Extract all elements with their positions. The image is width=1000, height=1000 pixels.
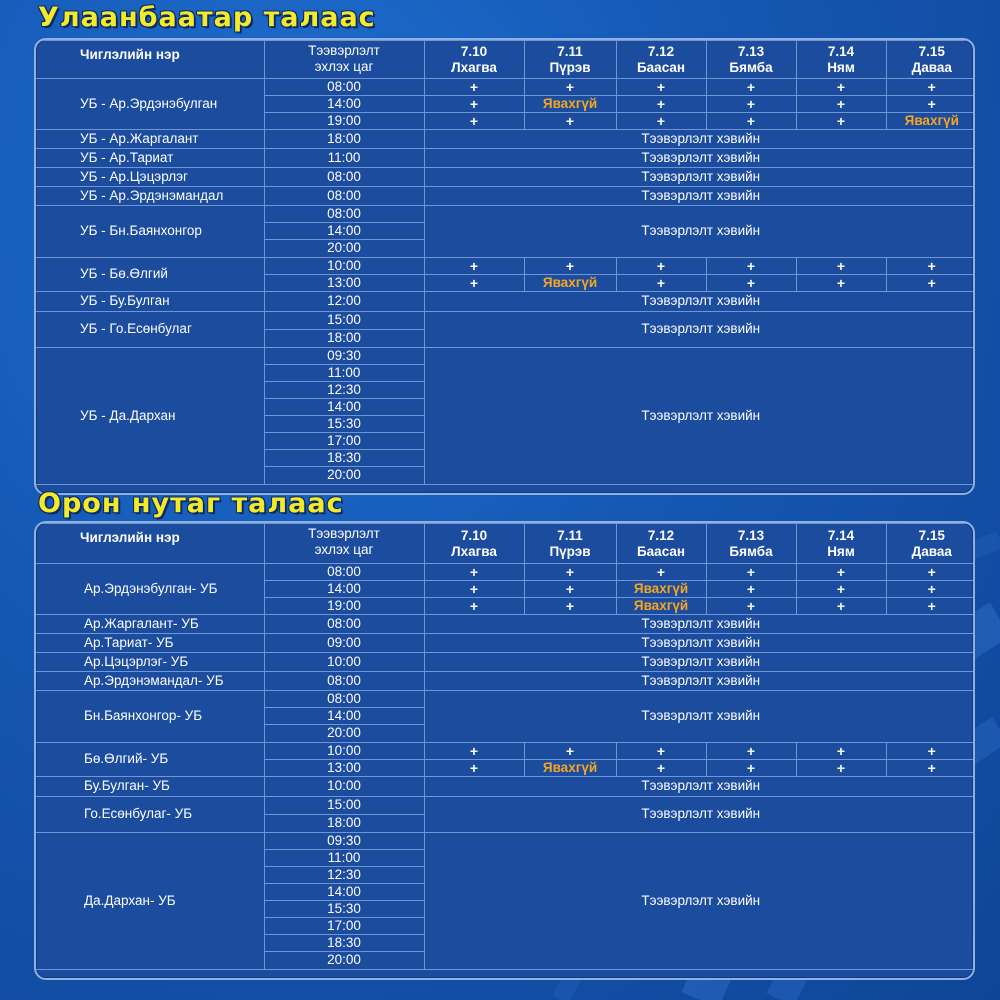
status-scheduled: + xyxy=(706,581,796,598)
route-name: Бн.Баянхонгор- УБ xyxy=(36,691,264,742)
route-name: УБ - Го.Есөнбулаг xyxy=(36,311,264,347)
departure-time: 13:00 xyxy=(264,759,424,776)
status-cancelled: Явахгүй xyxy=(524,274,616,291)
status-scheduled: + xyxy=(424,79,524,96)
section-title-from-ub: Улаанбаатар талаас xyxy=(38,2,376,33)
status-normal: Тээвэрлэлт хэвийн xyxy=(424,347,975,484)
departure-time: 08:00 xyxy=(264,672,424,691)
status-normal: Тээвэрлэлт хэвийн xyxy=(424,776,975,796)
table-row xyxy=(36,742,975,759)
departure-time: 19:00 xyxy=(264,598,424,615)
status-scheduled: + xyxy=(524,113,616,130)
status-normal: Тээвэрлэлт хэвийн xyxy=(424,130,975,149)
status-scheduled: + xyxy=(796,79,886,96)
status-scheduled: + xyxy=(616,759,706,776)
route-name: УБ - Бө.Өлгий xyxy=(36,257,264,291)
table-row xyxy=(36,776,975,796)
header-start-time-line1: Тээвэрлэлт xyxy=(308,526,380,541)
header-day-name: Пүрэв xyxy=(549,543,591,559)
header-day-date: 7.13 xyxy=(737,527,765,543)
departure-time: 08:00 xyxy=(264,691,424,708)
header-day xyxy=(886,524,975,564)
status-scheduled: + xyxy=(886,274,975,291)
status-scheduled: + xyxy=(424,759,524,776)
table-row xyxy=(36,149,975,168)
departure-time: 08:00 xyxy=(264,206,424,223)
route-name: Го.Есөнбулаг- УБ xyxy=(36,796,264,832)
status-scheduled: + xyxy=(424,564,524,581)
status-scheduled: + xyxy=(706,113,796,130)
status-scheduled: + xyxy=(706,598,796,615)
table-row xyxy=(36,311,975,329)
status-normal: Тээвэрлэлт хэвийн xyxy=(424,149,975,168)
departure-time: 08:00 xyxy=(264,168,424,187)
status-scheduled: + xyxy=(424,96,524,113)
header-day-name: Даваа xyxy=(911,59,952,75)
departure-time: 20:00 xyxy=(264,952,424,969)
departure-time: 14:00 xyxy=(264,884,424,901)
route-name: УБ - Ар.Эрдэнэмандал xyxy=(36,187,264,206)
departure-time: 12:00 xyxy=(264,291,424,311)
route-name: Да.Дархан- УБ xyxy=(36,832,264,969)
header-row xyxy=(36,524,975,564)
status-scheduled: + xyxy=(616,79,706,96)
header-day-date: 7.14 xyxy=(827,527,855,543)
header-day xyxy=(886,41,975,79)
header-day-name: Лхагва xyxy=(451,59,497,75)
header-day-date: 7.11 xyxy=(557,43,583,59)
schedule-table-from-ub xyxy=(36,40,975,485)
header-day xyxy=(616,524,706,564)
status-cancelled: Явахгүй xyxy=(616,581,706,598)
departure-time: 17:00 xyxy=(264,918,424,935)
header-day-date: 7.12 xyxy=(647,43,675,59)
table-row xyxy=(36,79,975,96)
status-scheduled: + xyxy=(886,564,975,581)
table-row xyxy=(36,691,975,708)
status-scheduled: + xyxy=(524,257,616,274)
status-normal: Тээвэрлэлт хэвийн xyxy=(424,311,975,347)
table-row xyxy=(36,796,975,814)
route-name: Ар.Тариат- УБ xyxy=(36,634,264,653)
header-day xyxy=(424,524,524,564)
section-title-from-provinces: Орон нутаг талаас xyxy=(38,488,344,519)
status-cancelled: Явахгүй xyxy=(524,96,616,113)
status-scheduled: + xyxy=(524,564,616,581)
header-day-date: 7.15 xyxy=(918,527,945,543)
route-name: УБ - Бу.Булган xyxy=(36,291,264,311)
departure-time: 11:00 xyxy=(264,149,424,168)
header-route-name: Чиглэлийн нэр xyxy=(36,524,264,564)
header-day-date: 7.10 xyxy=(460,43,488,59)
status-scheduled: + xyxy=(796,113,886,130)
route-name: Ар.Жаргалант- УБ xyxy=(36,615,264,634)
status-normal: Тээвэрлэлт хэвийн xyxy=(424,672,975,691)
route-name: УБ - Ар.Эрдэнэбулган xyxy=(36,79,264,130)
header-day-name: Баасан xyxy=(636,59,686,75)
status-scheduled: + xyxy=(886,581,975,598)
status-scheduled: + xyxy=(616,113,706,130)
status-scheduled: + xyxy=(796,96,886,113)
departure-time: 14:00 xyxy=(264,581,424,598)
table-row xyxy=(36,615,975,634)
header-start-time-line2: эхлэх цаг xyxy=(314,59,374,74)
header-day-name: Бямба xyxy=(729,59,773,75)
status-scheduled: + xyxy=(616,274,706,291)
table-row xyxy=(36,634,975,653)
header-day xyxy=(524,524,616,564)
status-normal: Тээвэрлэлт хэвийн xyxy=(424,796,975,832)
route-name: УБ - Ар.Жаргалант xyxy=(36,130,264,149)
departure-time: 10:00 xyxy=(264,653,424,672)
departure-time: 19:00 xyxy=(264,113,424,130)
header-day xyxy=(524,41,616,79)
status-normal: Тээвэрлэлт хэвийн xyxy=(424,168,975,187)
status-normal: Тээвэрлэлт хэвийн xyxy=(424,832,975,969)
departure-time: 08:00 xyxy=(264,615,424,634)
departure-time: 10:00 xyxy=(264,776,424,796)
schedule-table-from-provinces xyxy=(36,523,975,970)
header-day-name: Лхагва xyxy=(451,543,497,559)
departure-time: 14:00 xyxy=(264,223,424,240)
status-normal: Тээвэрлэлт хэвийн xyxy=(424,691,975,742)
departure-time: 09:30 xyxy=(264,832,424,849)
header-day xyxy=(616,41,706,79)
status-scheduled: + xyxy=(796,257,886,274)
status-scheduled: + xyxy=(424,581,524,598)
status-cancelled: Явахгүй xyxy=(886,113,975,130)
status-scheduled: + xyxy=(424,742,524,759)
status-cancelled: Явахгүй xyxy=(524,759,616,776)
header-day-date: 7.12 xyxy=(647,527,675,543)
table-row xyxy=(36,291,975,311)
status-scheduled: + xyxy=(706,274,796,291)
departure-time: 15:30 xyxy=(264,901,424,918)
table-row xyxy=(36,347,975,364)
status-scheduled: + xyxy=(524,581,616,598)
departure-time: 10:00 xyxy=(264,257,424,274)
header-day-name: Ням xyxy=(827,59,855,75)
header-day-name: Бямба xyxy=(729,543,773,559)
status-scheduled: + xyxy=(616,96,706,113)
status-scheduled: + xyxy=(796,742,886,759)
status-normal: Тээвэрлэлт хэвийн xyxy=(424,291,975,311)
status-scheduled: + xyxy=(424,257,524,274)
departure-time: 20:00 xyxy=(264,467,424,484)
departure-time: 20:00 xyxy=(264,725,424,742)
departure-time: 09:30 xyxy=(264,347,424,364)
departure-time: 18:00 xyxy=(264,329,424,347)
status-scheduled: + xyxy=(886,759,975,776)
departure-time: 15:00 xyxy=(264,311,424,329)
header-day xyxy=(796,524,886,564)
table-row xyxy=(36,187,975,206)
departure-time: 09:00 xyxy=(264,634,424,653)
status-scheduled: + xyxy=(886,257,975,274)
route-name: Бө.Өлгий- УБ xyxy=(36,742,264,776)
status-scheduled: + xyxy=(886,79,975,96)
route-name: Бу.Булган- УБ xyxy=(36,776,264,796)
status-scheduled: + xyxy=(616,742,706,759)
header-day xyxy=(796,41,886,79)
departure-time: 18:30 xyxy=(264,450,424,467)
header-start-time-line2: эхлэх цаг xyxy=(314,542,374,557)
departure-time: 11:00 xyxy=(264,364,424,381)
departure-time: 15:00 xyxy=(264,796,424,814)
header-day-name: Даваа xyxy=(911,543,952,559)
status-scheduled: + xyxy=(524,742,616,759)
departure-time: 14:00 xyxy=(264,399,424,416)
schedule-panel-from-ub xyxy=(34,38,975,495)
departure-time: 08:00 xyxy=(264,564,424,581)
header-day-date: 7.11 xyxy=(557,527,583,543)
departure-time: 14:00 xyxy=(264,708,424,725)
header-start-time xyxy=(264,41,424,79)
departure-time: 13:00 xyxy=(264,274,424,291)
table-row xyxy=(36,257,975,274)
header-day xyxy=(706,524,796,564)
status-scheduled: + xyxy=(796,274,886,291)
status-normal: Тээвэрлэлт хэвийн xyxy=(424,634,975,653)
schedule-panel-from-provinces xyxy=(34,521,975,980)
route-name: Ар.Цэцэрлэг- УБ xyxy=(36,653,264,672)
header-day-date: 7.14 xyxy=(827,43,855,59)
route-name: Ар.Эрдэнэмандал- УБ xyxy=(36,672,264,691)
header-day xyxy=(424,41,524,79)
status-normal: Тээвэрлэлт хэвийн xyxy=(424,653,975,672)
status-scheduled: + xyxy=(616,257,706,274)
header-day-date: 7.10 xyxy=(460,527,488,543)
table-row xyxy=(36,168,975,187)
departure-time: 11:00 xyxy=(264,849,424,866)
header-day-name: Баасан xyxy=(636,543,686,559)
table-row xyxy=(36,206,975,223)
route-name: Ар.Эрдэнэбулган- УБ xyxy=(36,564,264,615)
status-scheduled: + xyxy=(886,742,975,759)
status-scheduled: + xyxy=(524,79,616,96)
table-row xyxy=(36,672,975,691)
header-day-name: Ням xyxy=(827,543,855,559)
status-scheduled: + xyxy=(796,598,886,615)
status-scheduled: + xyxy=(424,113,524,130)
header-day-date: 7.13 xyxy=(737,43,765,59)
status-scheduled: + xyxy=(524,598,616,615)
departure-time: 12:30 xyxy=(264,381,424,398)
departure-time: 15:30 xyxy=(264,416,424,433)
header-start-time-line1: Тээвэрлэлт xyxy=(308,43,380,58)
header-route-name: Чиглэлийн нэр xyxy=(36,41,264,79)
status-scheduled: + xyxy=(886,96,975,113)
status-scheduled: + xyxy=(706,79,796,96)
departure-time: 20:00 xyxy=(264,240,424,257)
status-normal: Тээвэрлэлт хэвийн xyxy=(424,206,975,257)
header-start-time xyxy=(264,524,424,564)
status-scheduled: + xyxy=(796,759,886,776)
status-scheduled: + xyxy=(796,581,886,598)
header-day-date: 7.15 xyxy=(918,43,945,59)
status-scheduled: + xyxy=(616,564,706,581)
status-scheduled: + xyxy=(706,742,796,759)
status-scheduled: + xyxy=(796,564,886,581)
table-row xyxy=(36,130,975,149)
status-scheduled: + xyxy=(886,598,975,615)
status-scheduled: + xyxy=(706,759,796,776)
status-scheduled: + xyxy=(706,564,796,581)
table-row xyxy=(36,564,975,581)
departure-time: 10:00 xyxy=(264,742,424,759)
status-scheduled: + xyxy=(424,274,524,291)
status-normal: Тээвэрлэлт хэвийн xyxy=(424,615,975,634)
departure-time: 08:00 xyxy=(264,79,424,96)
route-name: УБ - Ар.Цэцэрлэг xyxy=(36,168,264,187)
departure-time: 12:30 xyxy=(264,866,424,883)
route-name: УБ - Да.Дархан xyxy=(36,347,264,484)
departure-time: 08:00 xyxy=(264,187,424,206)
status-cancelled: Явахгүй xyxy=(616,598,706,615)
route-name: УБ - Ар.Тариат xyxy=(36,149,264,168)
departure-time: 18:30 xyxy=(264,935,424,952)
table-row xyxy=(36,653,975,672)
header-day-name: Пүрэв xyxy=(549,59,591,75)
departure-time: 14:00 xyxy=(264,96,424,113)
status-scheduled: + xyxy=(706,257,796,274)
status-scheduled: + xyxy=(706,96,796,113)
route-name: УБ - Бн.Баянхонгор xyxy=(36,206,264,257)
departure-time: 18:00 xyxy=(264,130,424,149)
status-scheduled: + xyxy=(424,598,524,615)
status-normal: Тээвэрлэлт хэвийн xyxy=(424,187,975,206)
departure-time: 18:00 xyxy=(264,814,424,832)
departure-time: 17:00 xyxy=(264,433,424,450)
table-row xyxy=(36,832,975,849)
header-row xyxy=(36,41,975,79)
header-day xyxy=(706,41,796,79)
